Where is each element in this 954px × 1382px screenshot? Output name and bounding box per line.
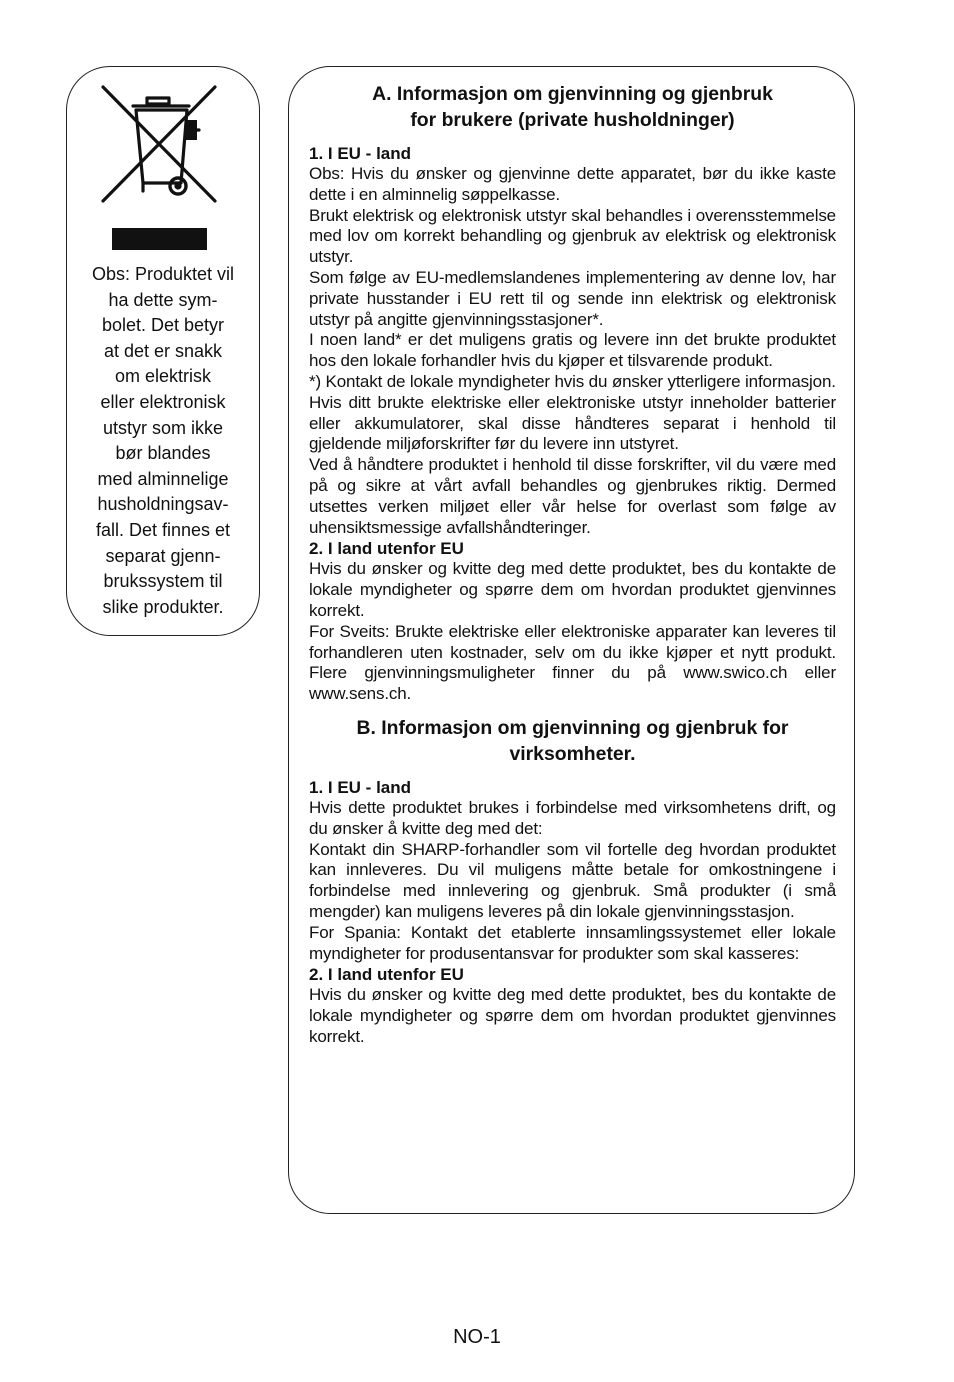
paragraph: For Spania: Kontakt det etablerte innsamlingssystemet eller lokale myndigheter for produsentansvar for produkter som skal kasseres:: [309, 922, 836, 963]
recycling-info-box: [288, 66, 855, 1214]
page-number: NO-1: [453, 1326, 501, 1348]
paragraph: For Sveits: Brukte elektriske eller elektroniske apparater kan leveres til forhandleren uten kostnader, selv om du ikke kjøper et nytt produkt. Flere gjenvinningsmuligheter finner du på www.swico.ch eller www.sens.ch.: [309, 621, 836, 704]
paragraph: Obs: Hvis du ønsker og gjenvinne dette apparatet, bør du ikke kaste dette i en alminnelig søppelkasse.: [309, 164, 836, 204]
paragraph: Kontakt din SHARP-forhandler som vil fortelle deg hvordan produktet kan innleveres. Du vil muligens måtte betale for omkostningene i forbindelse med innlevering og gjenbruk. Små produkter (i små mengder) kan muligens leveres på din lokale gjenvinningsstasjon.: [309, 839, 836, 921]
paragraph: Hvis dette produktet brukes i forbindelse med virksomhetens drift, og du ønsker å kvitte deg med det:: [309, 797, 836, 838]
section-a-sub2: 2. I land utenfor EU: [309, 539, 464, 559]
separator-bar: [112, 228, 207, 250]
paragraph: Brukt elektrisk og elektronisk utstyr skal behandles i overensstemmelse med lov om korrekt behandling og gjenbruk av elektrisk og elektronisk utstyr.: [309, 205, 836, 267]
paragraph: Som følge av EU-medlemslandenes implementering av denne lov, har private husstander i EU rett til og sende inn elektrisk og elektronisk utstyr på angitte gjenvinningsstasjoner*.: [309, 267, 836, 329]
section-a-sub1: 1. I EU - land: [309, 144, 412, 163]
section-b-heading: B. Informasjon om gjenvinning og gjenbruk for virksomheter.: [356, 716, 789, 765]
section-a-heading: A. Informasjon om gjenvinning og gjenbruk for brukere (private husholdninger): [372, 83, 773, 131]
paragraph: Hvis ditt brukte elektriske eller elektroniske utstyr inneholder batterier eller akkumulatorer, skal disse håndteres separat i henhold til gjeldende miljøforskrifter før du levere inn utstyret.: [309, 392, 836, 454]
paragraph: Ved å håndtere produktet i henhold til disse forskrifter, vil du være med på og sikre at vårt avfall behandles og gjenbrukes riktig. Dermed utsettes verken miljøet eller vår helse for overlast som følge av uhensiktsmessige avfallshåndteringer.: [309, 455, 836, 537]
crossed-out-wheelie-bin-icon: [99, 83, 221, 211]
paragraph: *) Kontakt de lokale myndigheter hvis du ønsker ytterligere informasjon.: [309, 371, 836, 391]
paragraph: I noen land* er det muligens gratis og levere inn det brukte produktet hos den lokale forhandler hvis du kjøper et tilsvarende produkt.: [309, 330, 836, 371]
symbol-note-box: [66, 66, 260, 636]
section-b-sub2: 2. I land utenfor EU: [309, 965, 464, 985]
recycling-info-content: [309, 81, 836, 1048]
paragraph: Hvis du ønsker og kvitte deg med dette produktet, bes du kontakte de lokale myndigheter og spørre dem om hvordan produktet gjenvinnes korrekt.: [309, 559, 836, 620]
symbol-note-text: Obs: Produktet vil ha dette sym- bolet. Det betyr at det er snakk om elektrisk eller elektronisk utstyr som ikke bør blandes med alminnelige husholdningsav- fall. Det finnes et separat gjenn- brukssystem til slike produkter.: [91, 264, 235, 617]
paragraph: Hvis du ønsker og kvitte deg med dette produktet, bes du kontakte de lokale myndigheter og spørre dem om hvordan produktet gjenvinnes korrekt.: [309, 985, 836, 1046]
section-b-sub1: 1. I EU - land: [309, 777, 412, 797]
